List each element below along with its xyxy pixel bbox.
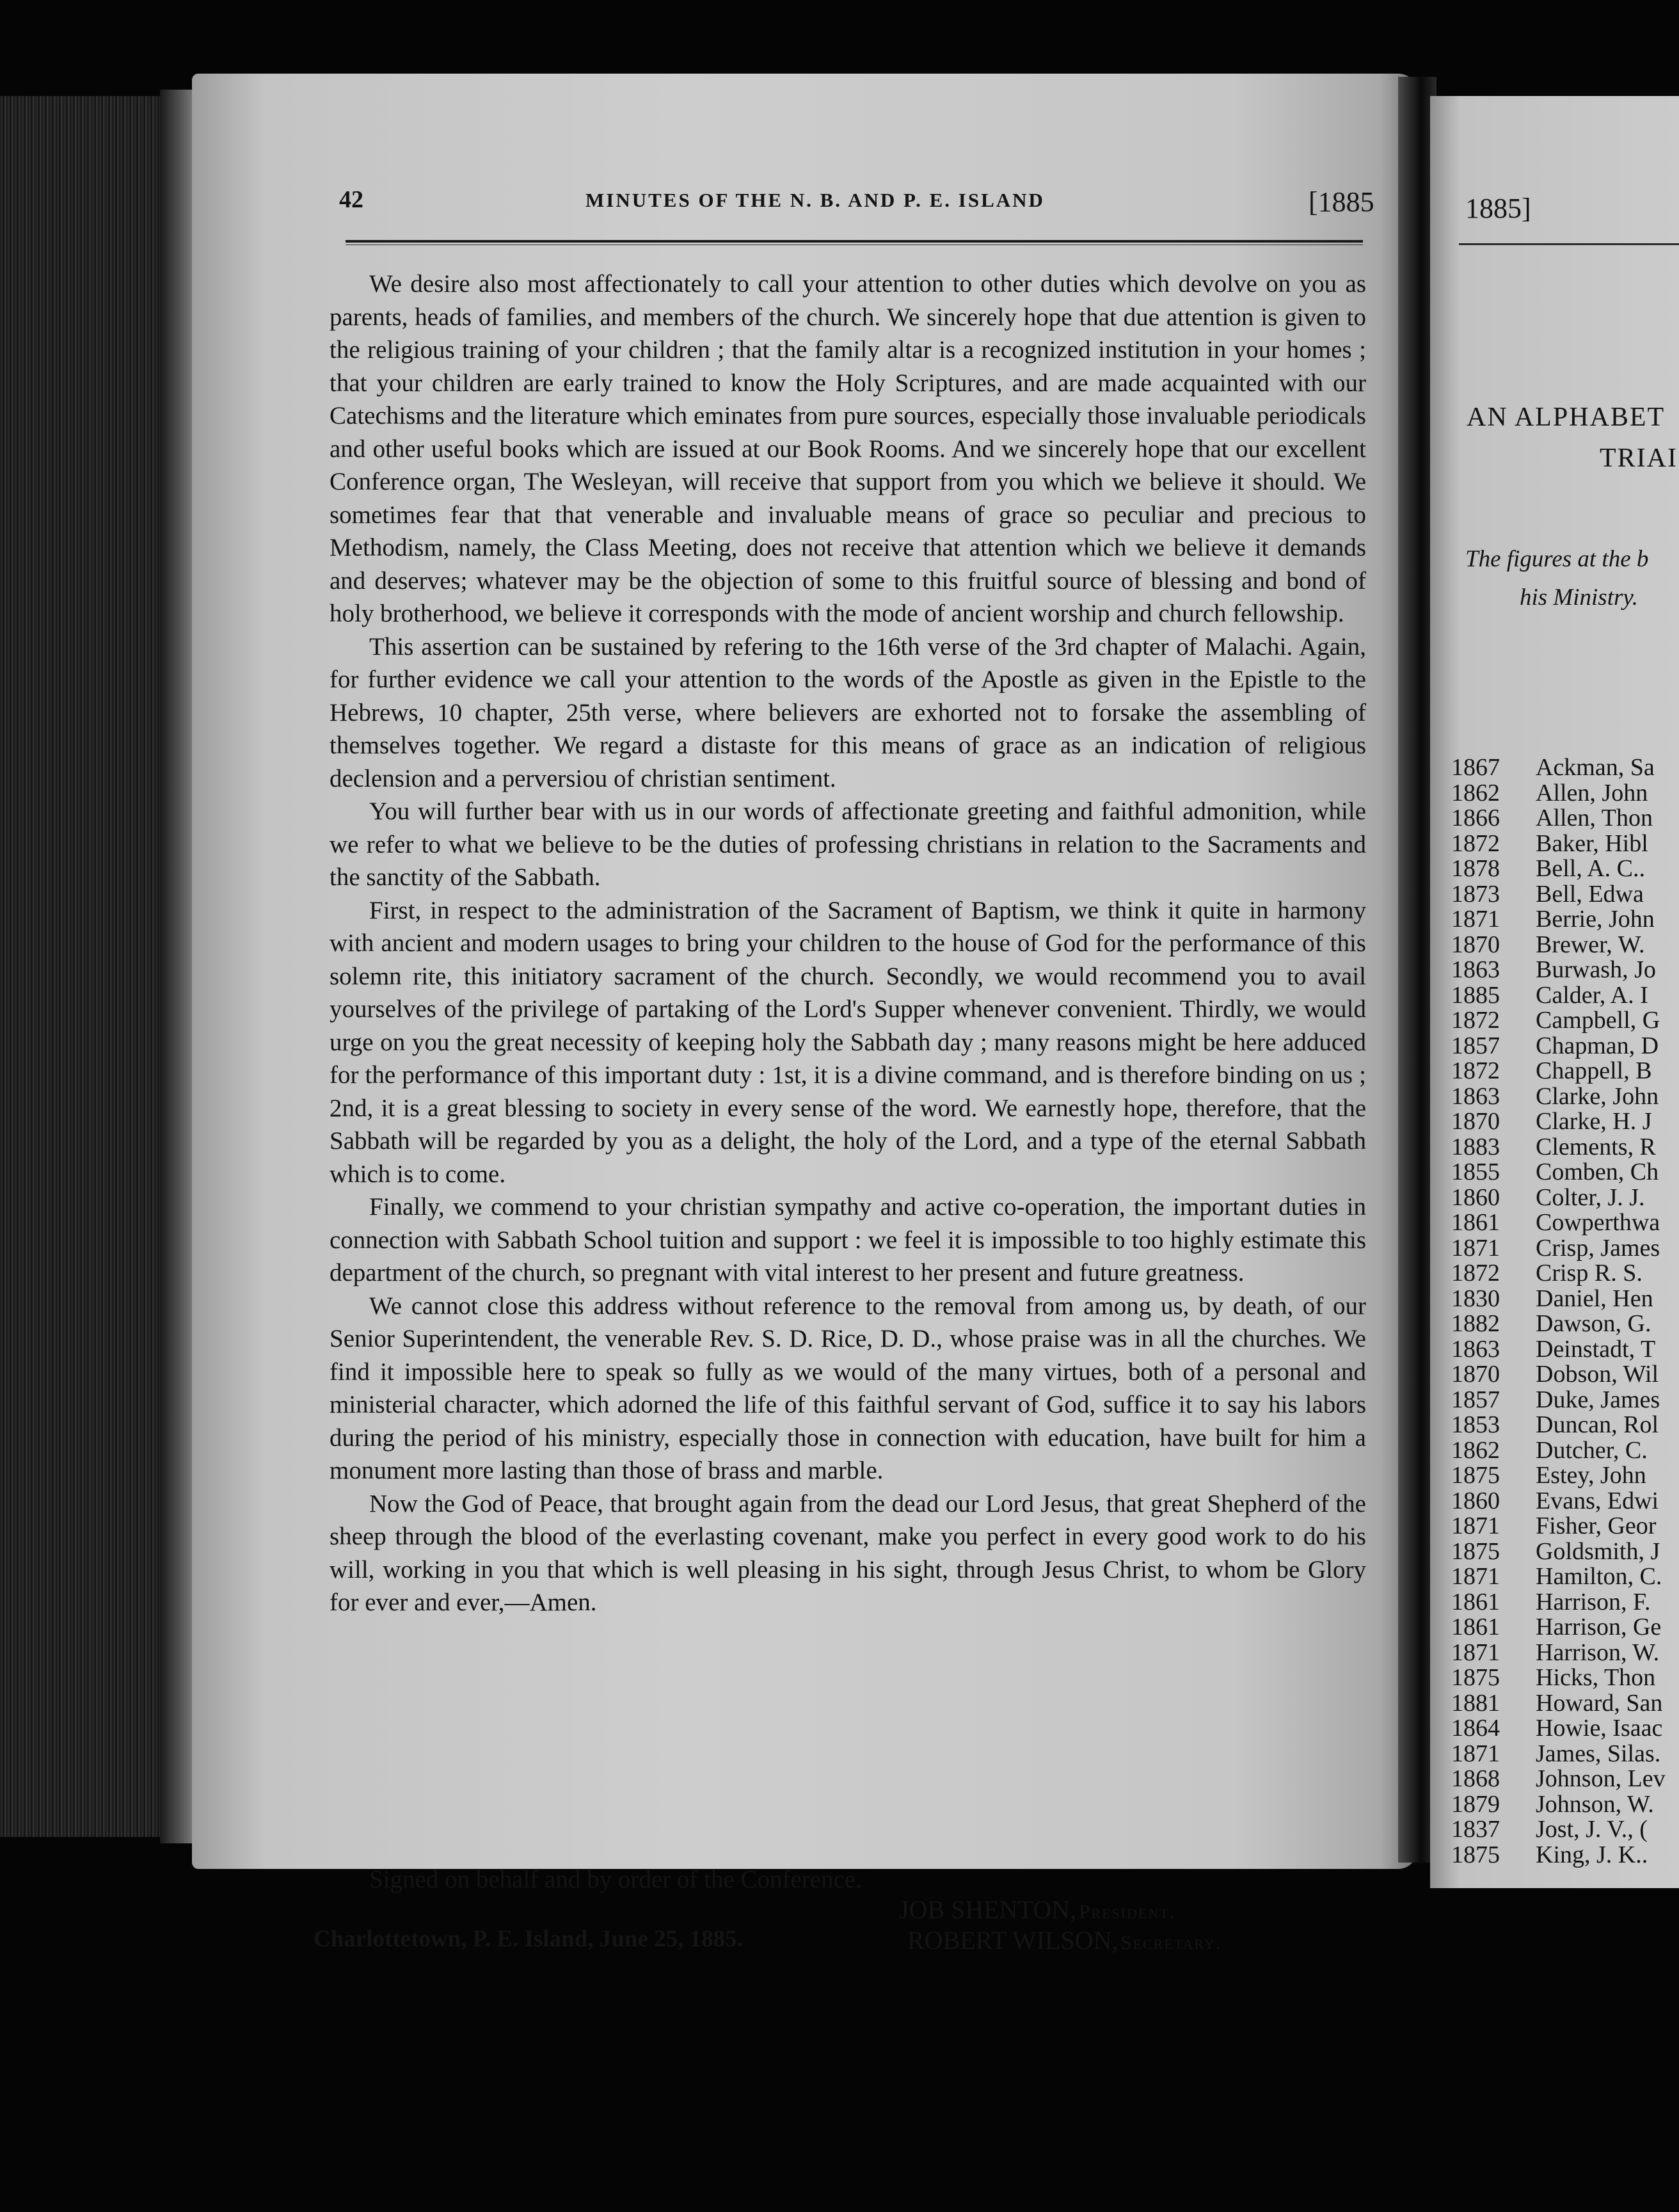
- secretary-name: ROBERT WILSON,: [907, 1926, 1118, 1955]
- entry-year: 1873: [1451, 880, 1500, 908]
- entry-name: James, Silas.: [1536, 1740, 1661, 1767]
- list-item: [1451, 1185, 1679, 1211]
- entry-name: Colter, J. J.: [1536, 1183, 1645, 1211]
- entry-name: Baker, Hibl: [1536, 830, 1648, 857]
- entry-year: 1871: [1451, 1639, 1500, 1666]
- entry-name: Harrison, F.: [1536, 1588, 1651, 1615]
- entry-year: 1875: [1451, 1462, 1500, 1489]
- entry-year: 1860: [1451, 1183, 1500, 1211]
- entry-year: 1866: [1451, 805, 1500, 831]
- list-item: [1451, 781, 1679, 806]
- entry-name: Crisp R. S.: [1536, 1260, 1643, 1286]
- list-item: [1451, 882, 1679, 908]
- list-item: [1451, 1109, 1679, 1135]
- book-spine-edges: [0, 96, 186, 1837]
- entry-name: Harrison, Ge: [1536, 1614, 1662, 1640]
- entry-name: Burwash, Jo: [1536, 956, 1656, 983]
- list-item: [1451, 1160, 1679, 1185]
- entry-name: Dawson, G.: [1536, 1310, 1651, 1337]
- entry-name: Howie, Isaac: [1536, 1715, 1663, 1742]
- entry-year: 1871: [1451, 1740, 1500, 1767]
- entry-year: 1837: [1451, 1816, 1500, 1843]
- entry-name: Deinstadt, T: [1536, 1335, 1656, 1363]
- list-item: [1451, 1767, 1679, 1792]
- list-item: [1451, 1817, 1679, 1843]
- entry-year: 1870: [1451, 931, 1500, 958]
- entry-name: Howard, San: [1536, 1689, 1663, 1717]
- entry-year: 1871: [1451, 1512, 1500, 1539]
- list-item: [1451, 1084, 1679, 1110]
- header-rule-thin: [346, 244, 1363, 245]
- right-header-rule: [1459, 243, 1679, 245]
- entry-year: 1870: [1451, 1361, 1500, 1388]
- list-item: [1451, 1716, 1679, 1742]
- entry-name: Bell, Edwa: [1536, 880, 1644, 908]
- entry-name: Brewer, W.: [1536, 931, 1645, 958]
- list-item: [1451, 1691, 1679, 1717]
- entry-year: 1857: [1451, 1032, 1500, 1059]
- list-item: [1451, 933, 1679, 958]
- entry-name: Bell, A. C..: [1536, 855, 1646, 882]
- body-text: [330, 268, 1366, 1619]
- list-item: [1451, 1362, 1679, 1388]
- entry-name: Evans, Edwi: [1536, 1487, 1659, 1514]
- entry-name: King, J. K..: [1536, 1841, 1648, 1868]
- paragraph: You will further bear with us in our words of affectionate greeting and faithful admonition, while we refer to what we believe to be the duties of professing christians in relation to the Sacraments and the sanctity of the Sabbath.: [330, 797, 1366, 891]
- entry-year: 1853: [1451, 1411, 1500, 1438]
- entry-name: Allen, Thon: [1536, 805, 1653, 831]
- president-name: JOB SHENTON,: [899, 1895, 1077, 1924]
- entry-name: Ackman, Sa: [1536, 755, 1655, 781]
- secretary-signature: [907, 1925, 1222, 1955]
- paragraph: We cannot close this address without reference to the removal from among us, by death, of our Senior Superintendent, the venerable Rev. S. D. Rice, D. D., whose praise was in all the churches. We find it impossible here to speak so fully as we would of the many virtues, both of a personal and ministerial character, which adorned the life of this faithful servant of God, suffice it to say his labors during the period of his ministry, especially those in connection with education, have built for him a monument more lasting than those of brass and marble.: [330, 1292, 1366, 1484]
- list-item: [1451, 1210, 1679, 1236]
- entry-year: 1864: [1451, 1715, 1500, 1742]
- right-header-year: 1885]: [1465, 193, 1531, 224]
- list-item: [1451, 1008, 1679, 1034]
- list-item: [1451, 1311, 1679, 1337]
- paragraph: Finally, we commend to your christian sympathy and active co-operation, the important duties in connection with Sabbath School tuition and support : we feel it is impossible to too highly estimate this department of the church, so pregnant with vital interest to her present and future greatness.: [330, 1193, 1366, 1286]
- list-item: [1451, 1590, 1679, 1615]
- list-item: [1451, 1615, 1679, 1640]
- entry-year: 1862: [1451, 1436, 1500, 1464]
- running-head: MINUTES OF THE N. B. AND P. E. ISLAND: [585, 189, 1045, 211]
- entry-name: Daniel, Hen: [1536, 1285, 1653, 1312]
- list-item: [1451, 1135, 1679, 1160]
- entry-year: 1872: [1451, 1260, 1500, 1286]
- list-item: [1451, 1059, 1679, 1084]
- list-item: [1451, 1388, 1679, 1413]
- entry-name: Goldsmith, J: [1536, 1537, 1660, 1565]
- entry-year: 1863: [1451, 1082, 1500, 1110]
- list-item: [1451, 907, 1679, 933]
- place-date: Charlottetown, P. E. Island, June 25, 1885.: [314, 1926, 743, 1952]
- entry-year: 1872: [1451, 1057, 1500, 1084]
- entry-name: Johnson, Lev: [1536, 1765, 1666, 1792]
- entry-year: 1857: [1451, 1386, 1500, 1413]
- entry-name: Fisher, Geor: [1536, 1512, 1657, 1539]
- list-item: [1451, 831, 1679, 857]
- signed-line: Signed on behalf and by order of the Conference.: [369, 1866, 862, 1893]
- paragraph: This assertion can be sustained by refering to the 16th verse of the 3rd chapter of Malachi. Again, for further evidence we call your attention to the words of the Apostle as given in the Epistle to the Hebrews, 10 chapter, 25th verse, where believers are exhorted not to forsake the assembling of themselves together. We regard a distaste for this means of grace as an indication of religious declension and a perversiou of christian sentiment.: [330, 632, 1366, 792]
- entry-name: Crisp, James: [1536, 1234, 1660, 1262]
- list-item: [1451, 1261, 1679, 1286]
- page-number: 42: [339, 186, 363, 213]
- entry-year: 1860: [1451, 1487, 1500, 1514]
- entry-year: 1870: [1451, 1108, 1500, 1135]
- entry-name: Hicks, Thon: [1536, 1664, 1656, 1691]
- entry-year: 1867: [1451, 755, 1500, 781]
- list-item: [1451, 1337, 1679, 1363]
- list-item: [1451, 1539, 1679, 1565]
- entry-name: Chapman, D: [1536, 1032, 1659, 1059]
- entry-name: Dobson, Wil: [1536, 1361, 1659, 1388]
- entry-year: 1872: [1451, 830, 1500, 857]
- list-item: [1451, 958, 1679, 983]
- president-title: President.: [1079, 1900, 1176, 1923]
- entry-year: 1861: [1451, 1614, 1500, 1640]
- entry-name: Johnson, W.: [1536, 1790, 1654, 1818]
- entry-year: 1861: [1451, 1209, 1500, 1236]
- entry-year: 1875: [1451, 1537, 1500, 1565]
- entry-year: 1862: [1451, 779, 1500, 806]
- entry-year: 1882: [1451, 1310, 1500, 1337]
- paragraph: First, in respect to the administration of the Sacrament of Baptism, we think it quite in harmony with ancient and modern usages to bring your children to the house of God for the performance of this solemn rite, this initiatory sacrament of the church. Secondly, we would recommend you to avail yourselves of the privilege of partaking of the Lord's Supper whenever convenient. Thirdly, we would urge on you the great necessity of keeping holy the Sabbath day ; many reasons might be here adduced for the performance of this important duty : 1st, it is a divine command, and is therefore binding on us ; 2nd, it is a great blessing to society in every sense of the word. We earnestly hope, therefore, that the Sabbath will be regarded by you as a delight, the holy of the Lord, and a type of the eternal Sabbath which is to come.: [330, 896, 1366, 1188]
- entry-year: 1881: [1451, 1689, 1500, 1717]
- entry-year: 1855: [1451, 1158, 1500, 1185]
- entry-year: 1871: [1451, 1234, 1500, 1262]
- entry-name: Clements, R: [1536, 1133, 1656, 1160]
- entry-name: Estey, John: [1536, 1462, 1646, 1489]
- secretary-title: Secretary.: [1120, 1931, 1222, 1953]
- right-note-line1: The figures at the b: [1465, 546, 1649, 572]
- list-item: [1451, 1564, 1679, 1590]
- right-title-line1: AN ALPHABET: [1467, 403, 1666, 432]
- list-item: [1451, 1665, 1679, 1691]
- entry-name: Cowperthwa: [1536, 1209, 1660, 1236]
- entry-year: 1861: [1451, 1588, 1500, 1615]
- list-item: [1451, 1438, 1679, 1464]
- entry-name: Campbell, G: [1536, 1007, 1660, 1034]
- list-item: [1451, 1489, 1679, 1514]
- entry-name: Dutcher, C.: [1536, 1436, 1648, 1464]
- entry-name: Comben, Ch: [1536, 1158, 1659, 1185]
- entry-year: 1868: [1451, 1765, 1500, 1792]
- entry-year: 1872: [1451, 1007, 1500, 1034]
- right-title-line2: TRIAI: [1600, 444, 1678, 473]
- entry-year: 1883: [1451, 1133, 1500, 1160]
- entry-name: Duke, James: [1536, 1386, 1660, 1413]
- list-item: [1451, 1286, 1679, 1312]
- entry-name: Duncan, Rol: [1536, 1411, 1659, 1438]
- list-item: [1451, 1843, 1679, 1868]
- list-item: [1451, 1463, 1679, 1489]
- entry-name: Calder, A. I: [1536, 981, 1648, 1009]
- list-item: [1451, 1792, 1679, 1818]
- entry-name: Berrie, John: [1536, 906, 1655, 933]
- list-item: [1451, 1413, 1679, 1438]
- entry-year: 1878: [1451, 855, 1500, 882]
- list-item: [1451, 1640, 1679, 1666]
- president-signature: [899, 1895, 1175, 1925]
- list-item: [1451, 983, 1679, 1009]
- list-item: [1451, 755, 1679, 781]
- entry-name: Clarke, H. J: [1536, 1108, 1652, 1135]
- entry-year: 1863: [1451, 1335, 1500, 1363]
- entry-year: 1875: [1451, 1664, 1500, 1691]
- list-item: [1451, 1034, 1679, 1059]
- entry-name: Clarke, John: [1536, 1082, 1659, 1110]
- entry-name: Hamilton, C.: [1536, 1563, 1662, 1590]
- list-item: [1451, 1514, 1679, 1539]
- list-item: [1451, 1742, 1679, 1767]
- entry-name: Harrison, W.: [1536, 1639, 1660, 1666]
- entry-year: 1885: [1451, 981, 1500, 1009]
- paragraph: Now the God of Peace, that brought again from the dead our Lord Jesus, that great Shepherd of the sheep through the blood of the everlasting covenant, make you perfect in every good work to do his will, working in you that which is well pleasing in his sight, through Jesus Christ, to whom be Glory for ever and ever,—Amen.: [330, 1489, 1366, 1616]
- list-item: [1451, 806, 1679, 831]
- entry-name: Chappell, B: [1536, 1057, 1652, 1084]
- paragraph: We desire also most affectionately to call your attention to other duties which devolve on you as parents, heads of families, and members of the church. We sincerely hope that due attention is given to the religious training of your children ; that the family altar is a recognized institution in your homes ; that your children are early trained to know the Holy Scriptures, and are made acquainted with our Catechisms and the literature which eminates from pure sources, especially those invaluable periodicals and other useful books which are issued at our Book Rooms. And we sincerely hope that our excellent Conference organ, The Wesleyan, will receive that support from you which we believe it should. We sometimes fear that that venerable and invaluable means of grace so peculiar and precious to Methodism, namely, the Class Meeting, does not receive that attention which we believe it demands and deserves; whatever may be the objection of some to this fruitful source of blessing and bond of holy brotherhood, we believe it corresponds with the mode of ancient worship and church fellowship.: [330, 270, 1366, 627]
- header-rule: [346, 240, 1363, 243]
- entry-year: 1879: [1451, 1790, 1500, 1818]
- entry-year: 1871: [1451, 1563, 1500, 1590]
- minister-list: [1451, 755, 1679, 1868]
- entry-name: Jost, J. V., (: [1536, 1816, 1648, 1843]
- entry-name: Allen, John: [1536, 779, 1648, 806]
- list-item: [1451, 856, 1679, 882]
- entry-year: 1830: [1451, 1285, 1500, 1312]
- header-year: [1885: [1309, 186, 1374, 218]
- list-item: [1451, 1236, 1679, 1262]
- entry-year: 1863: [1451, 956, 1500, 983]
- right-note-line2: his Ministry.: [1520, 584, 1639, 611]
- entry-year: 1871: [1451, 906, 1500, 933]
- entry-year: 1875: [1451, 1841, 1500, 1868]
